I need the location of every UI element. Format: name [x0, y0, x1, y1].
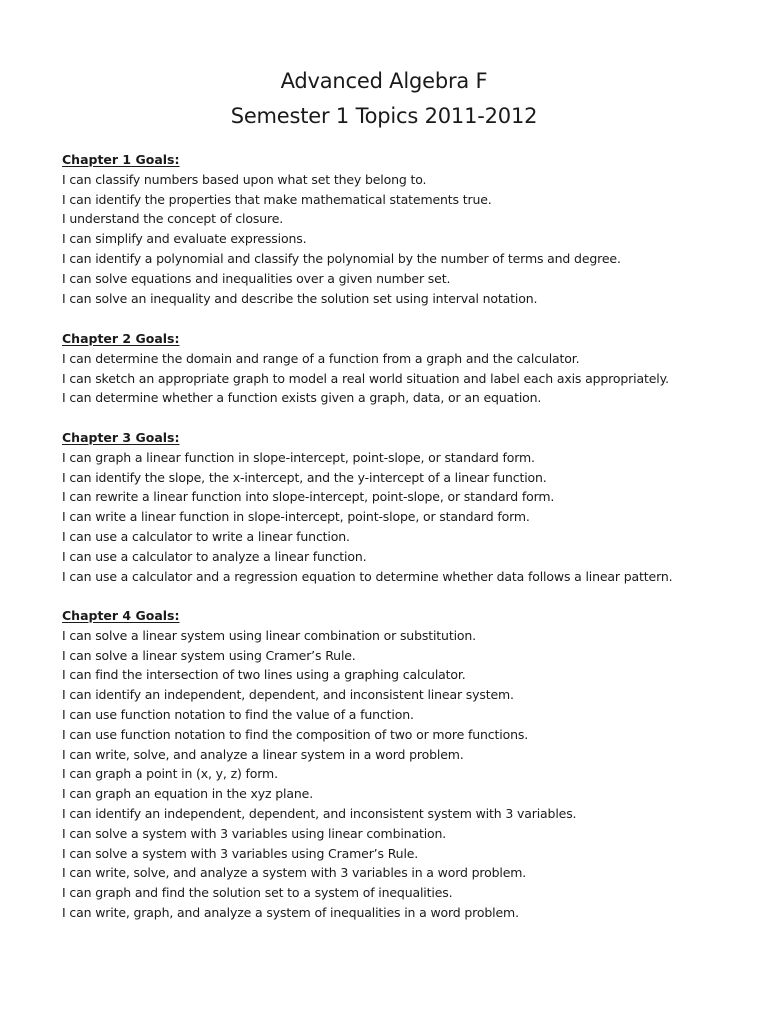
chapter-1-heading: Chapter 1 Goals:	[62, 152, 180, 167]
chapter-3-section	[62, 428, 752, 586]
goal-item: I can sketch an appropriate graph to model a real world situation and label each axis appropriately.	[62, 370, 669, 386]
document-title: Advanced Algebra F	[280, 69, 488, 93]
chapter-2-section	[62, 329, 752, 408]
goal-item: I can find the intersection of two lines using a graphing calculator.	[62, 667, 466, 683]
chapter-1-section	[62, 150, 752, 308]
goal-item: I can identify an independent, dependent, and inconsistent system with 3 variables.	[62, 805, 577, 821]
goal-item: I can use a calculator to analyze a linear function.	[62, 548, 367, 564]
goal-item: I can identify an independent, dependent, and inconsistent linear system.	[62, 687, 514, 703]
goal-item: I can write a linear function in slope-intercept, point-slope, or standard form.	[62, 509, 530, 525]
chapter-3-heading: Chapter 3 Goals:	[62, 430, 180, 445]
goal-item: I can solve a linear system using Cramer’s Rule.	[62, 647, 356, 663]
goal-item: I can determine the domain and range of a function from a graph and the calculator.	[62, 350, 580, 366]
goal-item: I can use function notation to find the value of a function.	[62, 706, 414, 722]
goal-item: I can graph a point in (x, y, z) form.	[62, 766, 278, 782]
goal-item: I can write, solve, and analyze a linear system in a word problem.	[62, 746, 464, 762]
goal-item: I can solve an inequality and describe the solution set using interval notation.	[62, 290, 538, 306]
goal-item: I can write, solve, and analyze a system with 3 variables in a word problem.	[62, 865, 527, 881]
goal-item: I can solve a system with 3 variables using Cramer’s Rule.	[62, 845, 419, 861]
chapter-4-section	[62, 606, 752, 923]
document-subtitle: Semester 1 Topics 2011-2012	[230, 104, 538, 128]
goal-item: I can classify numbers based upon what set they belong to.	[62, 171, 427, 187]
goal-item: I can use function notation to find the composition of two or more functions.	[62, 726, 529, 742]
goal-item: I can graph and find the solution set to a system of inequalities.	[62, 885, 453, 901]
chapter-2-heading: Chapter 2 Goals:	[62, 331, 180, 346]
goal-item: I understand the concept of closure.	[62, 211, 284, 227]
goal-item: I can simplify and evaluate expressions.	[62, 231, 307, 247]
goal-item: I can use a calculator to write a linear function.	[62, 528, 350, 544]
goal-item: I can identify the slope, the x-intercept, and the y-intercept of a linear function.	[62, 469, 547, 485]
goal-item: I can solve a linear system using linear combination or substitution.	[62, 627, 476, 643]
goal-item: I can graph an equation in the xyz plane.	[62, 786, 314, 802]
goal-item: I can solve a system with 3 variables using linear combination.	[62, 825, 447, 841]
goal-item: I can graph a linear function in slope-intercept, point-slope, or standard form.	[62, 449, 535, 465]
chapter-4-heading: Chapter 4 Goals:	[62, 608, 180, 623]
goal-item: I can solve equations and inequalities over a given number set.	[62, 270, 451, 286]
goal-item: I can determine whether a function exists given a graph, data, or an equation.	[62, 390, 542, 406]
goal-item: I can identify the properties that make mathematical statements true.	[62, 191, 492, 207]
goal-item: I can identify a polynomial and classify the polynomial by the number of terms and degree.	[62, 250, 621, 266]
goal-item: I can write, graph, and analyze a system of inequalities in a word problem.	[62, 904, 519, 920]
goal-item: I can use a calculator and a regression equation to determine whether data follows a linear pattern.	[62, 568, 673, 584]
goal-item: I can rewrite a linear function into slope-intercept, point-slope, or standard form.	[62, 489, 555, 505]
